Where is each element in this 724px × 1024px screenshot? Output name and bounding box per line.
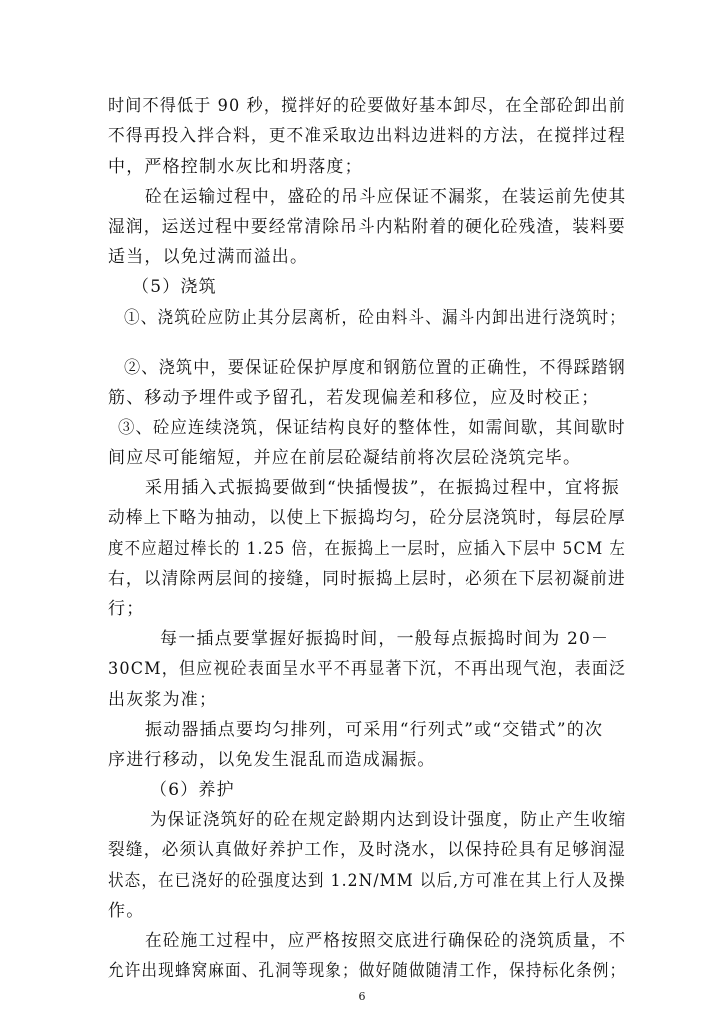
- text-line: 状态，在已浇好的砼强度达到 1.2N/MM 以后,方可准在其上行人及操: [108, 871, 626, 891]
- page-number: 6: [358, 990, 366, 1003]
- text-line: 出灰浆为准；: [108, 690, 218, 710]
- text-line: 允许出现蜂窝麻面、孔洞等现象；做好随做随清工作，保持标化条例；: [108, 961, 627, 981]
- text-line: 度不应超过棒长的 1.25 倍，在振捣上一层时，应插入下层中 5CM 左: [108, 539, 626, 559]
- text-line: 中，严格控制水灰比和坍落度；: [108, 157, 363, 177]
- text-line: 为保证浇筑好的砼在规定龄期内达到设计强度，防止产生收缩: [150, 810, 627, 830]
- text-line: 时间不得低于 90 秒，搅拌好的砼要做好基本卸尽，在全部砼卸出前: [108, 96, 626, 116]
- text-line: 间应尽可能缩短，并应在前层砼凝结前将次层砼浇筑完毕。: [108, 448, 582, 468]
- text-line: 适当，以免过满而溢出。: [108, 247, 309, 267]
- text-line: 行；: [108, 599, 145, 619]
- text-line: ②、浇筑中，要保证砼保护厚度和钢筋位置的正确性，不得踩踏钢: [124, 358, 626, 378]
- text-line: 不得再投入拌合料，更不准采取边出料边进料的方法，在搅拌过程: [108, 126, 626, 146]
- text-line: 裂缝，必须认真做好养护工作，及时浇水，以保持砼具有足够润湿: [108, 840, 626, 860]
- text-line: 作。: [108, 901, 145, 921]
- text-line: 振动器插点要均匀排列，可采用“行列式”或“交错式”的次: [145, 720, 604, 740]
- text-line: 筋、移动予埋件或予留孔，若发现偏差和移位，应及时校正；: [108, 388, 600, 408]
- text-line: 砼在运输过程中，盛砼的吊斗应保证不漏浆，在装运前先使其: [145, 187, 627, 207]
- section-heading: （6）养护: [150, 780, 235, 800]
- text-line: 采用插入式振捣要做到“快插慢拔”，在振捣过程中，宜将振: [145, 478, 620, 498]
- text-line: 每一插点要掌握好振捣时间，一般每点振捣时间为 20－: [160, 629, 610, 649]
- text-line: 30CM，但应视砼表面呈水平不再显著下沉，不再出现气泡，表面泛: [108, 659, 627, 679]
- text-line: ①、浇筑砼应防止其分层离析，砼由料斗、漏斗内卸出进行浇筑时；: [124, 308, 626, 328]
- section-heading: （5）浇筑: [132, 277, 217, 297]
- text-line: 序进行移动，以免发生混乱而造成漏振。: [108, 750, 436, 770]
- text-line: 湿润，运送过程中要经常清除吊斗内粘附着的硬化砼残渣，装料要: [108, 217, 626, 237]
- text-line: ③、砼应连续浇筑，保证结构良好的整体性，如需间歇，其间歇时: [118, 418, 626, 438]
- text-line: 动棒上下略为抽动，以使上下振捣均匀，砼分层浇筑时，每层砼厚: [108, 508, 626, 528]
- text-line: 右，以清除两层间的接缝，同时振捣上层时，必须在下层初凝前进: [108, 569, 626, 589]
- text-line: 在砼施工过程中，应严格按照交底进行确保砼的浇筑质量，不: [145, 931, 627, 951]
